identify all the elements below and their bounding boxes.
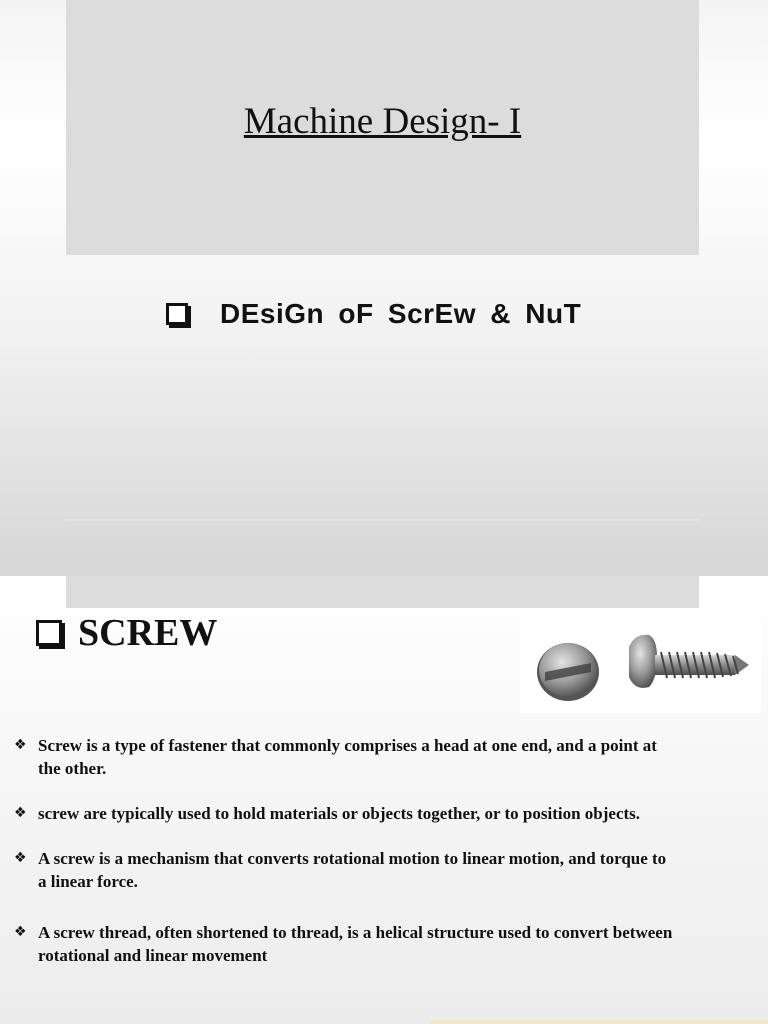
title-panel-remnant [66, 576, 699, 608]
bullet-text: Screw is a type of fastener that commonly comprises a head at one end, and a point at the other. [38, 736, 657, 778]
screw-illustration [521, 617, 761, 713]
list-item [14, 802, 678, 825]
diamond-bullet-icon: ❖ [14, 924, 27, 940]
slide-subtitle: DEsiGn oF ScrEw & NuT [220, 298, 582, 329]
screw-image [521, 617, 761, 713]
list-item [14, 921, 728, 967]
diamond-bullet-icon: ❖ [14, 737, 27, 753]
slide-2 [0, 576, 768, 1024]
subtitle-row [166, 298, 581, 330]
divider [66, 519, 699, 521]
checkbox-bullet-icon [36, 620, 62, 646]
list-item [14, 847, 678, 893]
title-panel [66, 0, 699, 255]
heading-row [36, 611, 217, 655]
slide-title: Machine Design- I [243, 101, 522, 142]
diamond-bullet-icon: ❖ [14, 805, 27, 821]
diamond-bullet-icon: ❖ [14, 850, 27, 866]
bullet-text: A screw thread, often shortened to thread, is a helical structure used to convert between rotational and linear movement [38, 923, 673, 965]
checkbox-bullet-icon [166, 303, 188, 325]
bullet-list [14, 734, 704, 967]
bullet-text: A screw is a mechanism that converts rotational motion to linear motion, and torque to a linear force. [38, 849, 667, 891]
list-item [14, 734, 678, 780]
bullet-text: screw are typically used to hold materials or objects together, or to position objects. [38, 804, 641, 823]
section-heading: SCREW [78, 612, 218, 654]
next-slide-edge [430, 1020, 768, 1024]
